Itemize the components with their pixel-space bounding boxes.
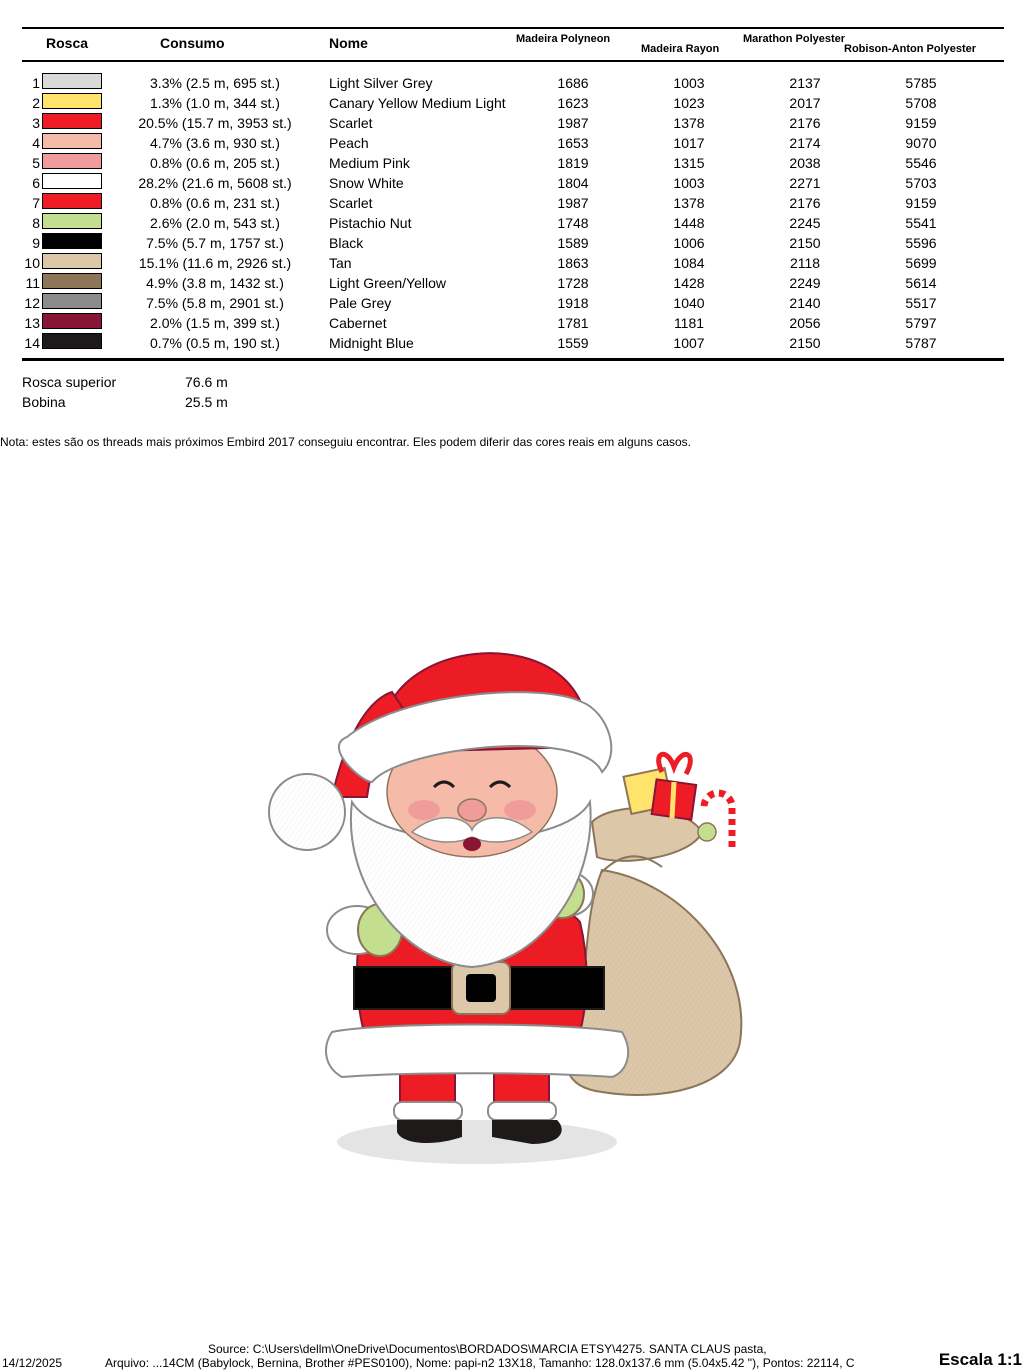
color-swatch xyxy=(42,133,102,149)
santa-claus-embroidery-preview xyxy=(262,632,762,1172)
row-number: 2 xyxy=(32,95,40,111)
thread-name: Medium Pink xyxy=(329,155,410,171)
marathon-code: 2271 xyxy=(789,175,821,191)
row-number: 5 xyxy=(32,155,40,171)
robison-code: 5541 xyxy=(905,215,937,231)
consumption: 2.6% (2.0 m, 543 st.) xyxy=(150,215,280,231)
madeira-rayon-code: 1428 xyxy=(673,275,705,291)
header-nome: Nome xyxy=(329,35,368,51)
table-row xyxy=(0,93,1024,113)
color-swatch xyxy=(42,273,102,289)
footer-file-info: Arquivo: ...14CM (Babylock, Bernina, Brother #PES0100), Nome: papi-n2 13X18, Tamanho: 128.0x137.6 mm (5.04x5.42 "), Pontos: 22114, C xyxy=(105,1356,855,1370)
table-row xyxy=(0,233,1024,253)
color-swatch xyxy=(42,253,102,269)
table-row xyxy=(0,113,1024,133)
color-swatch xyxy=(42,313,102,329)
top-rule xyxy=(22,27,1004,29)
consumption: 4.7% (3.6 m, 930 st.) xyxy=(150,135,280,151)
thread-name: Scarlet xyxy=(329,195,373,211)
row-number: 4 xyxy=(32,135,40,151)
madeira-rayon-code: 1003 xyxy=(673,175,705,191)
marathon-code: 2174 xyxy=(789,135,821,151)
madeira-polyneon-code: 1653 xyxy=(557,135,589,151)
robison-code: 5546 xyxy=(905,155,937,171)
thread-name: Peach xyxy=(329,135,369,151)
marathon-code: 2150 xyxy=(789,335,821,351)
color-swatch xyxy=(42,213,102,229)
table-row xyxy=(0,313,1024,333)
madeira-polyneon-code: 1987 xyxy=(557,195,589,211)
madeira-rayon-code: 1040 xyxy=(673,295,705,311)
thread-name: Light Silver Grey xyxy=(329,75,433,91)
madeira-rayon-code: 1315 xyxy=(673,155,705,171)
color-swatch xyxy=(42,333,102,349)
bobina-label: Bobina xyxy=(22,394,66,410)
robison-code: 5517 xyxy=(905,295,937,311)
footer-source: Source: C:\Users\dellm\OneDrive\Documentos\BORDADOS\MARCIA ETSY\4275. SANTA CLAUS pasta, xyxy=(208,1342,767,1356)
consumption: 7.5% (5.8 m, 2901 st.) xyxy=(146,295,284,311)
thread-name: Pale Grey xyxy=(329,295,392,311)
consumption: 7.5% (5.7 m, 1757 st.) xyxy=(146,235,284,251)
color-swatch xyxy=(42,153,102,169)
marathon-code: 2140 xyxy=(789,295,821,311)
bobina-value: 25.5 m xyxy=(185,394,228,410)
table-row xyxy=(0,253,1024,273)
madeira-rayon-code: 1023 xyxy=(673,95,705,111)
scale-label: Escala 1:1 xyxy=(938,1350,1022,1369)
row-number: 8 xyxy=(32,215,40,231)
footer-date: 14/12/2025 xyxy=(2,1356,63,1370)
madeira-rayon-code: 1007 xyxy=(673,335,705,351)
row-number: 11 xyxy=(25,275,40,291)
consumption: 1.3% (1.0 m, 344 st.) xyxy=(150,95,280,111)
madeira-polyneon-code: 1863 xyxy=(557,255,589,271)
color-swatch xyxy=(42,233,102,249)
table-row xyxy=(0,333,1024,353)
color-swatch xyxy=(42,173,102,189)
madeira-rayon-code: 1448 xyxy=(673,215,705,231)
madeira-polyneon-code: 1623 xyxy=(557,95,589,111)
color-swatch xyxy=(42,113,102,129)
marathon-code: 2137 xyxy=(789,75,821,91)
thread-name: Scarlet xyxy=(329,115,373,131)
marathon-code: 2249 xyxy=(789,275,821,291)
thread-name: Snow White xyxy=(329,175,404,191)
row-number: 1 xyxy=(32,75,40,91)
table-row xyxy=(0,173,1024,193)
thread-name: Canary Yellow Medium Light xyxy=(329,95,506,111)
row-number: 3 xyxy=(32,115,40,131)
marathon-code: 2176 xyxy=(789,195,821,211)
marathon-code: 2150 xyxy=(789,235,821,251)
madeira-rayon-code: 1017 xyxy=(673,135,705,151)
madeira-rayon-code: 1181 xyxy=(673,315,705,331)
madeira-rayon-code: 1378 xyxy=(673,115,705,131)
consumption: 0.8% (0.6 m, 231 st.) xyxy=(150,195,280,211)
consumption: 0.7% (0.5 m, 190 st.) xyxy=(150,335,280,351)
row-number: 9 xyxy=(32,235,40,251)
rosca-superior-label: Rosca superior xyxy=(22,374,117,390)
marathon-code: 2118 xyxy=(789,255,821,271)
table-row xyxy=(0,293,1024,313)
consumption: 0.8% (0.6 m, 205 st.) xyxy=(150,155,280,171)
table-row xyxy=(0,193,1024,213)
header-madeira-rayon: Madeira Rayon xyxy=(641,43,720,55)
madeira-polyneon-code: 1819 xyxy=(557,155,589,171)
marathon-code: 2245 xyxy=(789,215,821,231)
robison-code: 5797 xyxy=(905,315,937,331)
color-swatch xyxy=(42,193,102,209)
thread-name: Black xyxy=(329,235,364,251)
madeira-polyneon-code: 1918 xyxy=(557,295,589,311)
marathon-code: 2017 xyxy=(789,95,821,111)
consumption: 4.9% (3.8 m, 1432 st.) xyxy=(146,275,284,291)
robison-code: 5785 xyxy=(905,75,937,91)
madeira-polyneon-code: 1728 xyxy=(557,275,589,291)
robison-code: 9070 xyxy=(905,135,937,151)
madeira-polyneon-code: 1987 xyxy=(557,115,589,131)
robison-code: 5699 xyxy=(905,255,937,271)
robison-code: 5614 xyxy=(905,275,937,291)
marathon-code: 2038 xyxy=(789,155,821,171)
table-row xyxy=(0,133,1024,153)
thread-name: Pistachio Nut xyxy=(329,215,412,231)
note-text: Nota: estes são os threads mais próximos Embird 2017 conseguiu encontrar. Eles podem diferir das cores reais em alguns casos. xyxy=(0,435,692,449)
madeira-polyneon-code: 1686 xyxy=(557,75,589,91)
consumption: 3.3% (2.5 m, 695 st.) xyxy=(150,75,280,91)
header-madeira-polyneon: Madeira Polyneon xyxy=(516,33,611,45)
nose-icon xyxy=(458,799,486,821)
marathon-code: 2056 xyxy=(789,315,821,331)
thread-name: Midnight Blue xyxy=(329,335,414,351)
header-robison-anton-polyester: Robison-Anton Polyester xyxy=(844,43,977,55)
table-row xyxy=(0,73,1024,93)
header-rule xyxy=(22,60,1004,62)
madeira-rayon-code: 1378 xyxy=(673,195,705,211)
consumption: 28.2% (21.6 m, 5608 st.) xyxy=(138,175,292,191)
row-number: 14 xyxy=(24,335,40,351)
thread-name: Tan xyxy=(329,255,352,271)
row-number: 6 xyxy=(32,175,40,191)
madeira-polyneon-code: 1559 xyxy=(557,335,589,351)
table-row xyxy=(0,273,1024,293)
header-rosca: Rosca xyxy=(46,35,89,51)
color-swatch xyxy=(42,293,102,309)
madeira-polyneon-code: 1781 xyxy=(557,315,589,331)
robison-code: 5787 xyxy=(905,335,937,351)
thread-name: Light Green/Yellow xyxy=(329,275,447,291)
madeira-polyneon-code: 1804 xyxy=(557,175,589,191)
robison-code: 5708 xyxy=(905,95,937,111)
row-number: 13 xyxy=(24,315,40,331)
robison-code: 5703 xyxy=(905,175,937,191)
row-number: 7 xyxy=(32,195,40,211)
madeira-rayon-code: 1003 xyxy=(673,75,705,91)
robison-code: 9159 xyxy=(905,195,937,211)
madeira-polyneon-code: 1748 xyxy=(557,215,589,231)
madeira-polyneon-code: 1589 xyxy=(557,235,589,251)
robison-code: 9159 xyxy=(905,115,937,131)
rosca-superior-value: 76.6 m xyxy=(185,374,228,390)
madeira-rayon-code: 1006 xyxy=(673,235,705,251)
robison-code: 5596 xyxy=(905,235,937,251)
madeira-rayon-code: 1084 xyxy=(673,255,705,271)
consumption: 15.1% (11.6 m, 2926 st.) xyxy=(138,255,292,271)
header-marathon-polyester: Marathon Polyester xyxy=(743,33,846,45)
bottom-rule xyxy=(22,358,1004,361)
marathon-code: 2176 xyxy=(789,115,821,131)
consumption: 20.5% (15.7 m, 3953 st.) xyxy=(138,115,292,131)
ground-shadow xyxy=(337,1120,617,1164)
row-number: 10 xyxy=(24,255,40,271)
table-row xyxy=(0,213,1024,233)
consumption: 2.0% (1.5 m, 399 st.) xyxy=(150,315,280,331)
thread-name: Cabernet xyxy=(329,315,387,331)
header-consumo: Consumo xyxy=(160,35,225,51)
color-swatch xyxy=(42,73,102,89)
row-number: 12 xyxy=(24,295,40,311)
color-swatch xyxy=(42,93,102,109)
table-row xyxy=(0,153,1024,173)
